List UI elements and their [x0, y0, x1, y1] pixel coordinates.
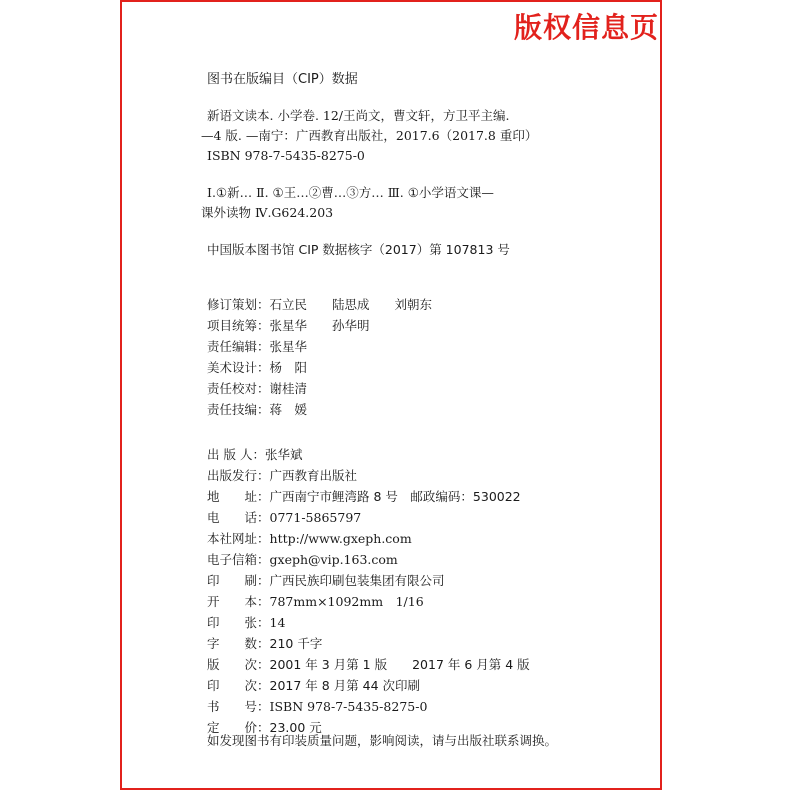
- publication-label: 印 张：: [207, 615, 270, 630]
- credit-value: 蒋 媛: [269, 402, 308, 417]
- publication-row: [207, 636, 322, 652]
- publication-label: 出版发行：: [207, 468, 270, 483]
- cip-isbn: ISBN 978-7-5435-8275-0: [207, 148, 365, 163]
- credit-value: 张星华 孙华明: [269, 318, 370, 333]
- publication-value: 2001 年 3 月第 1 版 2017 年 6 月第 4 版: [269, 657, 530, 672]
- publication-label: 电子信箱：: [207, 552, 270, 567]
- credit-value: 张星华: [269, 339, 308, 354]
- publication-value: 14: [269, 615, 286, 630]
- credit-row: [207, 381, 307, 397]
- publication-value: 0771-5865797: [269, 510, 362, 525]
- publication-label: 出 版 人：: [207, 447, 265, 462]
- publication-label: 开 本：: [207, 594, 270, 609]
- publication-value: 210 千字: [269, 636, 323, 651]
- publication-row: [207, 699, 427, 715]
- publication-row: [207, 573, 445, 589]
- publication-value: 广西民族印刷包装集团有限公司: [269, 573, 445, 588]
- publication-label: 书 号：: [207, 699, 270, 714]
- publication-value: 23.00 元: [269, 720, 322, 735]
- credit-value: 谢桂清: [269, 381, 308, 396]
- cip-number: 中国版本图书馆 CIP 数据核字（2017）第 107813 号: [207, 242, 510, 257]
- publication-value: 787mm×1092mm 1/16: [269, 594, 424, 609]
- publication-value: 2017 年 8 月第 44 次印刷: [269, 678, 421, 693]
- publication-label: 定 价：: [207, 720, 270, 735]
- publication-label: 版 次：: [207, 657, 270, 672]
- credit-label: 责任编辑：: [207, 339, 270, 354]
- publication-label: 字 数：: [207, 636, 270, 651]
- publication-value: gxeph@vip.163.com: [269, 552, 398, 567]
- publication-value: 广西南宁市鲤湾路 8 号 邮政编码：530022: [269, 489, 521, 504]
- credit-row: [207, 297, 432, 313]
- cip-heading: 图书在版编目（CIP）数据: [207, 72, 358, 87]
- publication-label: 地 址：: [207, 489, 270, 504]
- cip-record-line-2: —4 版. —南宁：广西教育出版社，2017.6（2017.8 重印）: [201, 128, 538, 143]
- credit-label: 修订策划：: [207, 297, 270, 312]
- publication-row: [207, 489, 521, 505]
- credit-row: [207, 402, 307, 418]
- credit-label: 责任技编：: [207, 402, 270, 417]
- publication-row: [207, 678, 420, 694]
- classification-line-2: 课外读物 Ⅳ.G624.203: [201, 205, 334, 220]
- publication-row: [207, 468, 357, 484]
- credit-label: 责任校对：: [207, 381, 270, 396]
- credit-value: 杨 阳: [269, 360, 308, 375]
- publication-label: 本社网址：: [207, 531, 270, 546]
- publication-value: ISBN 978-7-5435-8275-0: [269, 699, 428, 714]
- publication-row: [207, 657, 530, 673]
- publication-row: [207, 615, 285, 631]
- credit-label: 美术设计：: [207, 360, 270, 375]
- publication-value: 张华斌: [264, 447, 303, 462]
- publication-row: [207, 510, 361, 526]
- publication-label: 印 刷：: [207, 573, 270, 588]
- publication-label: 电 话：: [207, 510, 270, 525]
- classification-line-1: Ⅰ.①新… Ⅱ. ①王…②曹…③方… Ⅲ. ①小学语文课—: [207, 185, 494, 200]
- cip-record-line-1: 新语文读本. 小学卷. 12/王尚文，曹文轩，方卫平主编.: [207, 108, 510, 123]
- credit-label: 项目统筹：: [207, 318, 270, 333]
- credit-row: [207, 360, 307, 376]
- page-banner-title: 版权信息页: [513, 2, 660, 50]
- publication-label: 印 次：: [207, 678, 270, 693]
- publication-value: 广西教育出版社: [269, 468, 358, 483]
- credit-row: [207, 339, 307, 355]
- publication-row: [207, 531, 412, 547]
- publication-row: [207, 447, 302, 463]
- publication-value: http://www.gxeph.com: [269, 531, 412, 546]
- publication-row: [207, 552, 398, 568]
- credit-value: 石立民 陆思成 刘朝东: [269, 297, 433, 312]
- credit-row: [207, 318, 370, 334]
- publication-row: [207, 594, 424, 610]
- quality-notice: 如发现图书有印装质量问题，影响阅读，请与出版社联系调换。: [207, 733, 558, 748]
